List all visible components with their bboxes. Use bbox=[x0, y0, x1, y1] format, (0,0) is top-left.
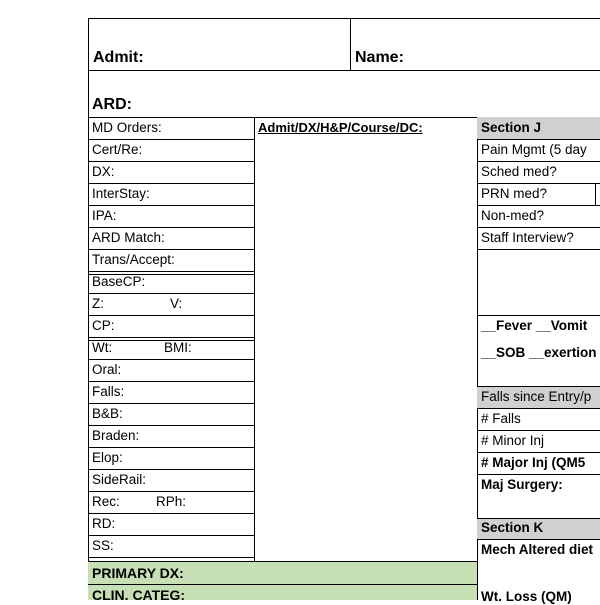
prn-med-label: PRN med? bbox=[481, 186, 548, 201]
left-field-label: Wt: bbox=[92, 340, 113, 355]
admit-label: Admit: bbox=[93, 49, 144, 66]
left-field-label: MD Orders: bbox=[92, 120, 162, 135]
left-field-label: BaseCP: bbox=[92, 274, 146, 289]
left-row-line bbox=[88, 359, 254, 360]
rj-line-14 bbox=[477, 539, 600, 540]
rj-line-13 bbox=[477, 518, 600, 519]
rj-line-10 bbox=[477, 430, 600, 431]
form-top-border bbox=[88, 18, 600, 19]
section-k-label: Section K bbox=[481, 520, 544, 535]
section-j-label: Section J bbox=[481, 120, 542, 135]
maj-surgery-label: Maj Surgery: bbox=[481, 477, 563, 492]
left-row-line bbox=[88, 557, 254, 558]
rj-line-4 bbox=[477, 205, 600, 206]
left-field-label: RD: bbox=[92, 516, 116, 531]
major-inj-label: # Major Inj (QM5 bbox=[481, 455, 586, 470]
staff-interview-label: Staff Interview? bbox=[481, 230, 574, 245]
left-row-line bbox=[88, 249, 254, 250]
falls-since-label: Falls since Entry/p bbox=[481, 389, 592, 404]
non-med-label: Non-med? bbox=[481, 208, 545, 223]
wt-loss-label: Wt. Loss (QM) bbox=[481, 589, 572, 604]
left-field-label: Rec: bbox=[92, 494, 120, 509]
left-row-line bbox=[88, 337, 254, 338]
header-bottom-line bbox=[88, 70, 600, 71]
left-row-line bbox=[88, 293, 254, 294]
left-field-label: SideRail: bbox=[92, 472, 147, 487]
left-field-label: Trans/Accept: bbox=[92, 252, 175, 267]
left-field-label: CP: bbox=[92, 318, 115, 333]
rj-line-3 bbox=[477, 183, 600, 184]
left-row-line bbox=[88, 271, 254, 272]
left-field-label: Z: bbox=[92, 296, 104, 311]
middle-header: Admit/DX/H&P/Course/DC: bbox=[258, 120, 423, 135]
left-field-label: Oral: bbox=[92, 362, 122, 377]
prn-med-divider bbox=[595, 183, 596, 205]
left-field-label: IPA: bbox=[92, 208, 117, 223]
left-row-line bbox=[88, 139, 254, 140]
left-row-line bbox=[88, 491, 254, 492]
left-row-line bbox=[88, 315, 254, 316]
clin-categ-label: CLIN. CATEG: bbox=[92, 587, 186, 603]
rj-line-1 bbox=[477, 139, 600, 140]
left-field-label: DX: bbox=[92, 164, 115, 179]
pain-mgmt-label: Pain Mgmt (5 day bbox=[481, 142, 587, 157]
left-field-label: Braden: bbox=[92, 428, 140, 443]
sob-exertion-label: __SOB __exertion bbox=[481, 345, 597, 360]
mech-altered-label: Mech Altered diet bbox=[481, 542, 594, 557]
rj-line-8 bbox=[477, 386, 600, 387]
left-row-line bbox=[88, 403, 254, 404]
rj-line-7 bbox=[477, 315, 600, 316]
sched-med-label: Sched med? bbox=[481, 164, 557, 179]
left-row-line bbox=[88, 469, 254, 470]
primary-dx-label: PRIMARY DX: bbox=[92, 565, 184, 581]
left-row-line bbox=[88, 161, 254, 162]
rj-line-11 bbox=[477, 452, 600, 453]
left-field-label: ARD Match: bbox=[92, 230, 165, 245]
rj-line-12 bbox=[477, 474, 600, 475]
left-row-line bbox=[88, 447, 254, 448]
left-row-line bbox=[88, 425, 254, 426]
left-field-label: Cert/Re: bbox=[92, 142, 143, 157]
left-field-label: Elop: bbox=[92, 450, 123, 465]
minor-inj-label: # Minor Inj bbox=[481, 433, 545, 448]
left-row-line bbox=[88, 227, 254, 228]
rj-line-6 bbox=[477, 249, 600, 250]
left-field-label: B&B: bbox=[92, 406, 123, 421]
rj-line-5 bbox=[477, 227, 600, 228]
left-field-label: Falls: bbox=[92, 384, 125, 399]
left-row-line bbox=[88, 535, 254, 536]
left-row-line bbox=[88, 205, 254, 206]
left-row-line bbox=[88, 513, 254, 514]
left-field-label: SS: bbox=[92, 538, 114, 553]
left-field-label: InterStay: bbox=[92, 186, 150, 201]
name-label: Name: bbox=[355, 49, 404, 66]
left-row-line bbox=[88, 183, 254, 184]
num-falls-label: # Falls bbox=[481, 411, 521, 426]
fever-vomit-label: __Fever __Vomit bbox=[481, 318, 588, 333]
left-field-label-2: RPh: bbox=[156, 494, 187, 509]
left-field-label-2: V: bbox=[170, 296, 183, 311]
admit-name-divider bbox=[350, 18, 351, 70]
rj-line-9 bbox=[477, 408, 600, 409]
left-field-label-2: BMI: bbox=[164, 340, 192, 355]
left-row-line bbox=[88, 381, 254, 382]
left-col-right-border bbox=[254, 117, 255, 561]
ard-label: ARD: bbox=[92, 96, 132, 113]
rj-line-2 bbox=[477, 161, 600, 162]
